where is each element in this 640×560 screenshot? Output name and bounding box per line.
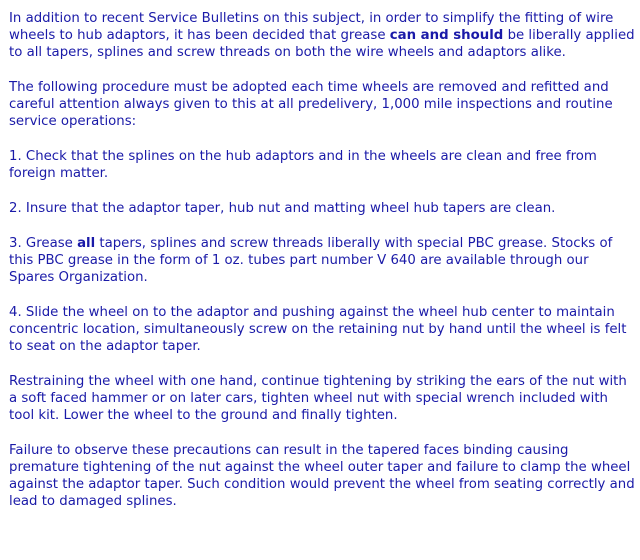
- intro-emphasis: can and should: [389, 28, 504, 43]
- intro-paragraph: [9, 10, 636, 61]
- intro-text-part2: be liberally applied to all tapers, splines and screw threads on both the wire wheels and adaptors alike.: [9, 28, 635, 60]
- restraining-paragraph: Restraining the wheel with one hand, continue tightening by striking the ears of the nut with a soft faced hammer or on later cars, tighten wheel nut with special wrench included with tool kit. Lower the wheel to the ground and finally tighten.: [9, 374, 627, 423]
- step-2: 2. Insure that the adaptor taper, hub nut and matting wheel hub tapers are clean.: [9, 201, 556, 216]
- step-3: [9, 235, 636, 286]
- step-3-part2: tapers, splines and screw threads liberally with special PBC grease. Stocks of this PBC grease in the form of 1 oz. tubes part number V 640 are available through our Spares Organization.: [9, 236, 613, 285]
- warning-paragraph: Failure to observe these precautions can result in the tapered faces binding causing premature tightening of the nut against the wheel outer taper and failure to clamp the wheel against the adaptor taper. Such condition would prevent the wheel from seating correctly and lead to damaged splines.: [9, 443, 635, 509]
- step-1: 1. Check that the splines on the hub adaptors and in the wheels are clean and free from foreign matter.: [9, 149, 597, 181]
- step-3-emphasis: all: [77, 236, 96, 251]
- intro-text-part1: In addition to recent Service Bulletins on this subject, in order to simplify the fitting of wire wheels to hub adaptors, it has been decided that grease: [9, 11, 614, 43]
- step-4: 4. Slide the wheel on to the adaptor and pushing against the wheel hub center to maintain concentric location, simultaneously screw on the retaining nut by hand until the wheel is felt to seat on the adaptor taper.: [9, 305, 627, 354]
- procedure-intro-paragraph: The following procedure must be adopted each time wheels are removed and refitted and careful attention always given to this at all predelivery, 1,000 mile inspections and routine service operations:: [9, 80, 613, 129]
- step-3-part1: 3. Grease: [9, 236, 78, 251]
